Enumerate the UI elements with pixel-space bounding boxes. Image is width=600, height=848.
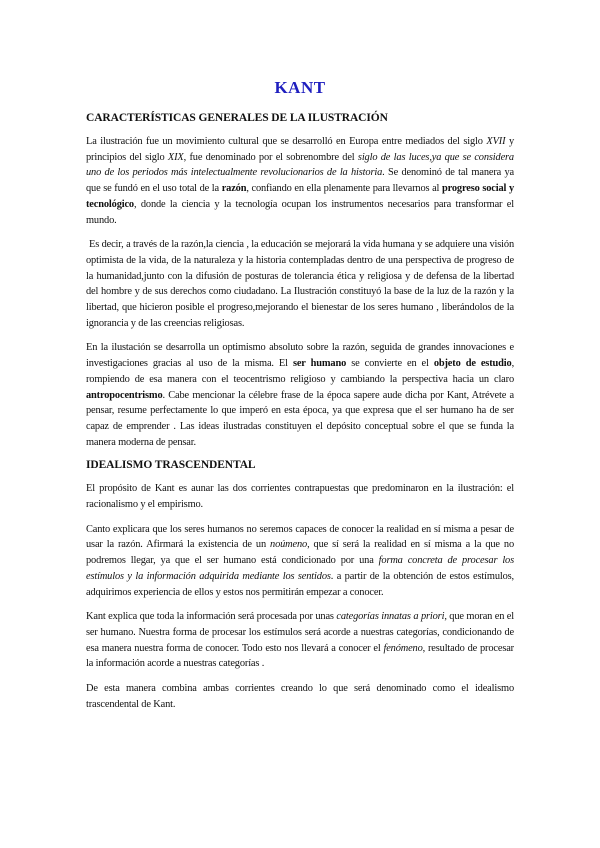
text-run: . a partir de la obtención de estos estímulos, adquirimos experiencia de ellos y estos nos permitirán empezar a conocer. bbox=[86, 570, 514, 598]
bold-text: ser humano bbox=[292, 358, 347, 370]
emphasis-text: forma concreta de procesar los estímulos y la información adquirida mediante los sentidos bbox=[86, 555, 515, 582]
paragraph-categorias bbox=[86, 609, 514, 672]
paragraph-conclusion: De esta manera combina ambas corrientes creando lo que será denominado como el idealismo trascendental de Kant. bbox=[86, 683, 514, 710]
text-run: , resultado de procesar la información acorde a nuestras categorías . bbox=[86, 642, 514, 670]
text-run: , que moran en el ser humano. Nuestra forma de procesar los estímulos será acorde a nuestras categorías, condicionando de esa manera nuestra forma de conocer. Todo esto nos llevará a conocer el bbox=[86, 611, 515, 654]
emphasis-text: XVII bbox=[486, 136, 506, 147]
emphasis-text: categorías innatas a priori bbox=[336, 611, 445, 623]
text-run: , rompiendo de esa manera con el teocentrismo religioso y cambiando la perspectiva hacia un claro bbox=[86, 358, 515, 385]
text-run: se convierte en el bbox=[346, 358, 434, 370]
emphasis-text: siglo de las luces,ya que se considera uno de los periodos más intelectualmente revolucionarios de la historia bbox=[86, 151, 514, 179]
section-heading-idealismo: IDEALISMO TRASCENDENTAL bbox=[86, 459, 256, 472]
bold-text: progreso social y tecnológico bbox=[86, 183, 514, 210]
bold-text: objeto de estudio bbox=[433, 358, 512, 370]
text-run: La ilustración fue un movimiento cultural que se desarrolló en Europa entre mediados del siglo bbox=[86, 136, 487, 147]
bold-text: razón bbox=[221, 183, 247, 195]
bold-text: antropocentrismo bbox=[86, 389, 163, 401]
paragraph-ilustracion-intro bbox=[86, 134, 514, 228]
text-run: En la ilustación se desarrolla un optimismo absoluto sobre la razón, seguida de grandes innovaciones e investigaciones gracias al uso de la misma. El bbox=[86, 342, 514, 370]
text-run: . Se denominó de tal manera ya que se fundó en el uso total de la bbox=[86, 167, 514, 195]
text-run: Canto explicara que los seres humanos no seremos capaces de conocer la realidad en sí misma a pesar de usar la razón. Afirmará la existencia de un bbox=[86, 523, 514, 551]
paragraph-razon-ciencia: Es decir, a través de la razón,la ciencia , la educación se mejorará la vida humana y se adquiere una visión optimista de la vida, de la naturaleza y la historia contempladas dentro de una perspectiva de progreso de la humanidad,junto con la difusión de posturas de tolerancia ética y religiosa y de defensa de la libertad del hombre y de sus derechos como ciudadano. La Ilustración constituyó la base de la luz de la razón y la libertad, que hicieron posible el progreso,mejorando el bienestar de los seres humano , liberándolos de la ignorancia y de las creencias religiosas. bbox=[86, 239, 514, 329]
emphasis-text: XIX bbox=[167, 151, 184, 163]
text-run: , confiando en ella plenamente para llevarnos al bbox=[246, 183, 442, 195]
paragraph-proposito: El propósito de Kant es aunar las dos corrientes contrapuestas que predominaron en la ilustración: el racionalismo y el empirismo. bbox=[86, 483, 514, 511]
document-title: KANT bbox=[274, 78, 326, 97]
emphasis-text: noúmeno bbox=[270, 539, 308, 551]
text-run: , donde la ciencia y la tecnología ocupan los instrumentos necesarios para transformar el mundo. bbox=[86, 198, 514, 226]
text-run: Kant explica que toda la información será procesada por unas bbox=[86, 611, 337, 623]
paragraph-noumeno bbox=[86, 522, 514, 601]
paragraph-optimismo bbox=[86, 340, 514, 450]
section-heading-ilustracion: CARACTERÍSTICAS GENERALES DE LA ILUSTRACIÓN bbox=[86, 112, 388, 124]
text-run: y principios del siglo bbox=[86, 136, 514, 163]
text-run: , fue denominado por el sobrenombre del bbox=[183, 151, 358, 163]
emphasis-text: fenómeno bbox=[383, 642, 423, 654]
text-run: . Cabe mencionar la célebre frase de la época sapere aude dicha por Kant, Atrévete a pensar, resume perfectamente lo que imperó en esta época, ya que expresa que el ser humano ha de ser capaz de emprender . Las ideas ilustradas constituyen el depósito conceptual sobre el que se funda la manera moderna de pensar. bbox=[86, 389, 514, 448]
text-run: , que sí será la realidad en sí misma a la que no podremos llegar, ya que el ser humano está condicionado por una bbox=[86, 539, 514, 567]
